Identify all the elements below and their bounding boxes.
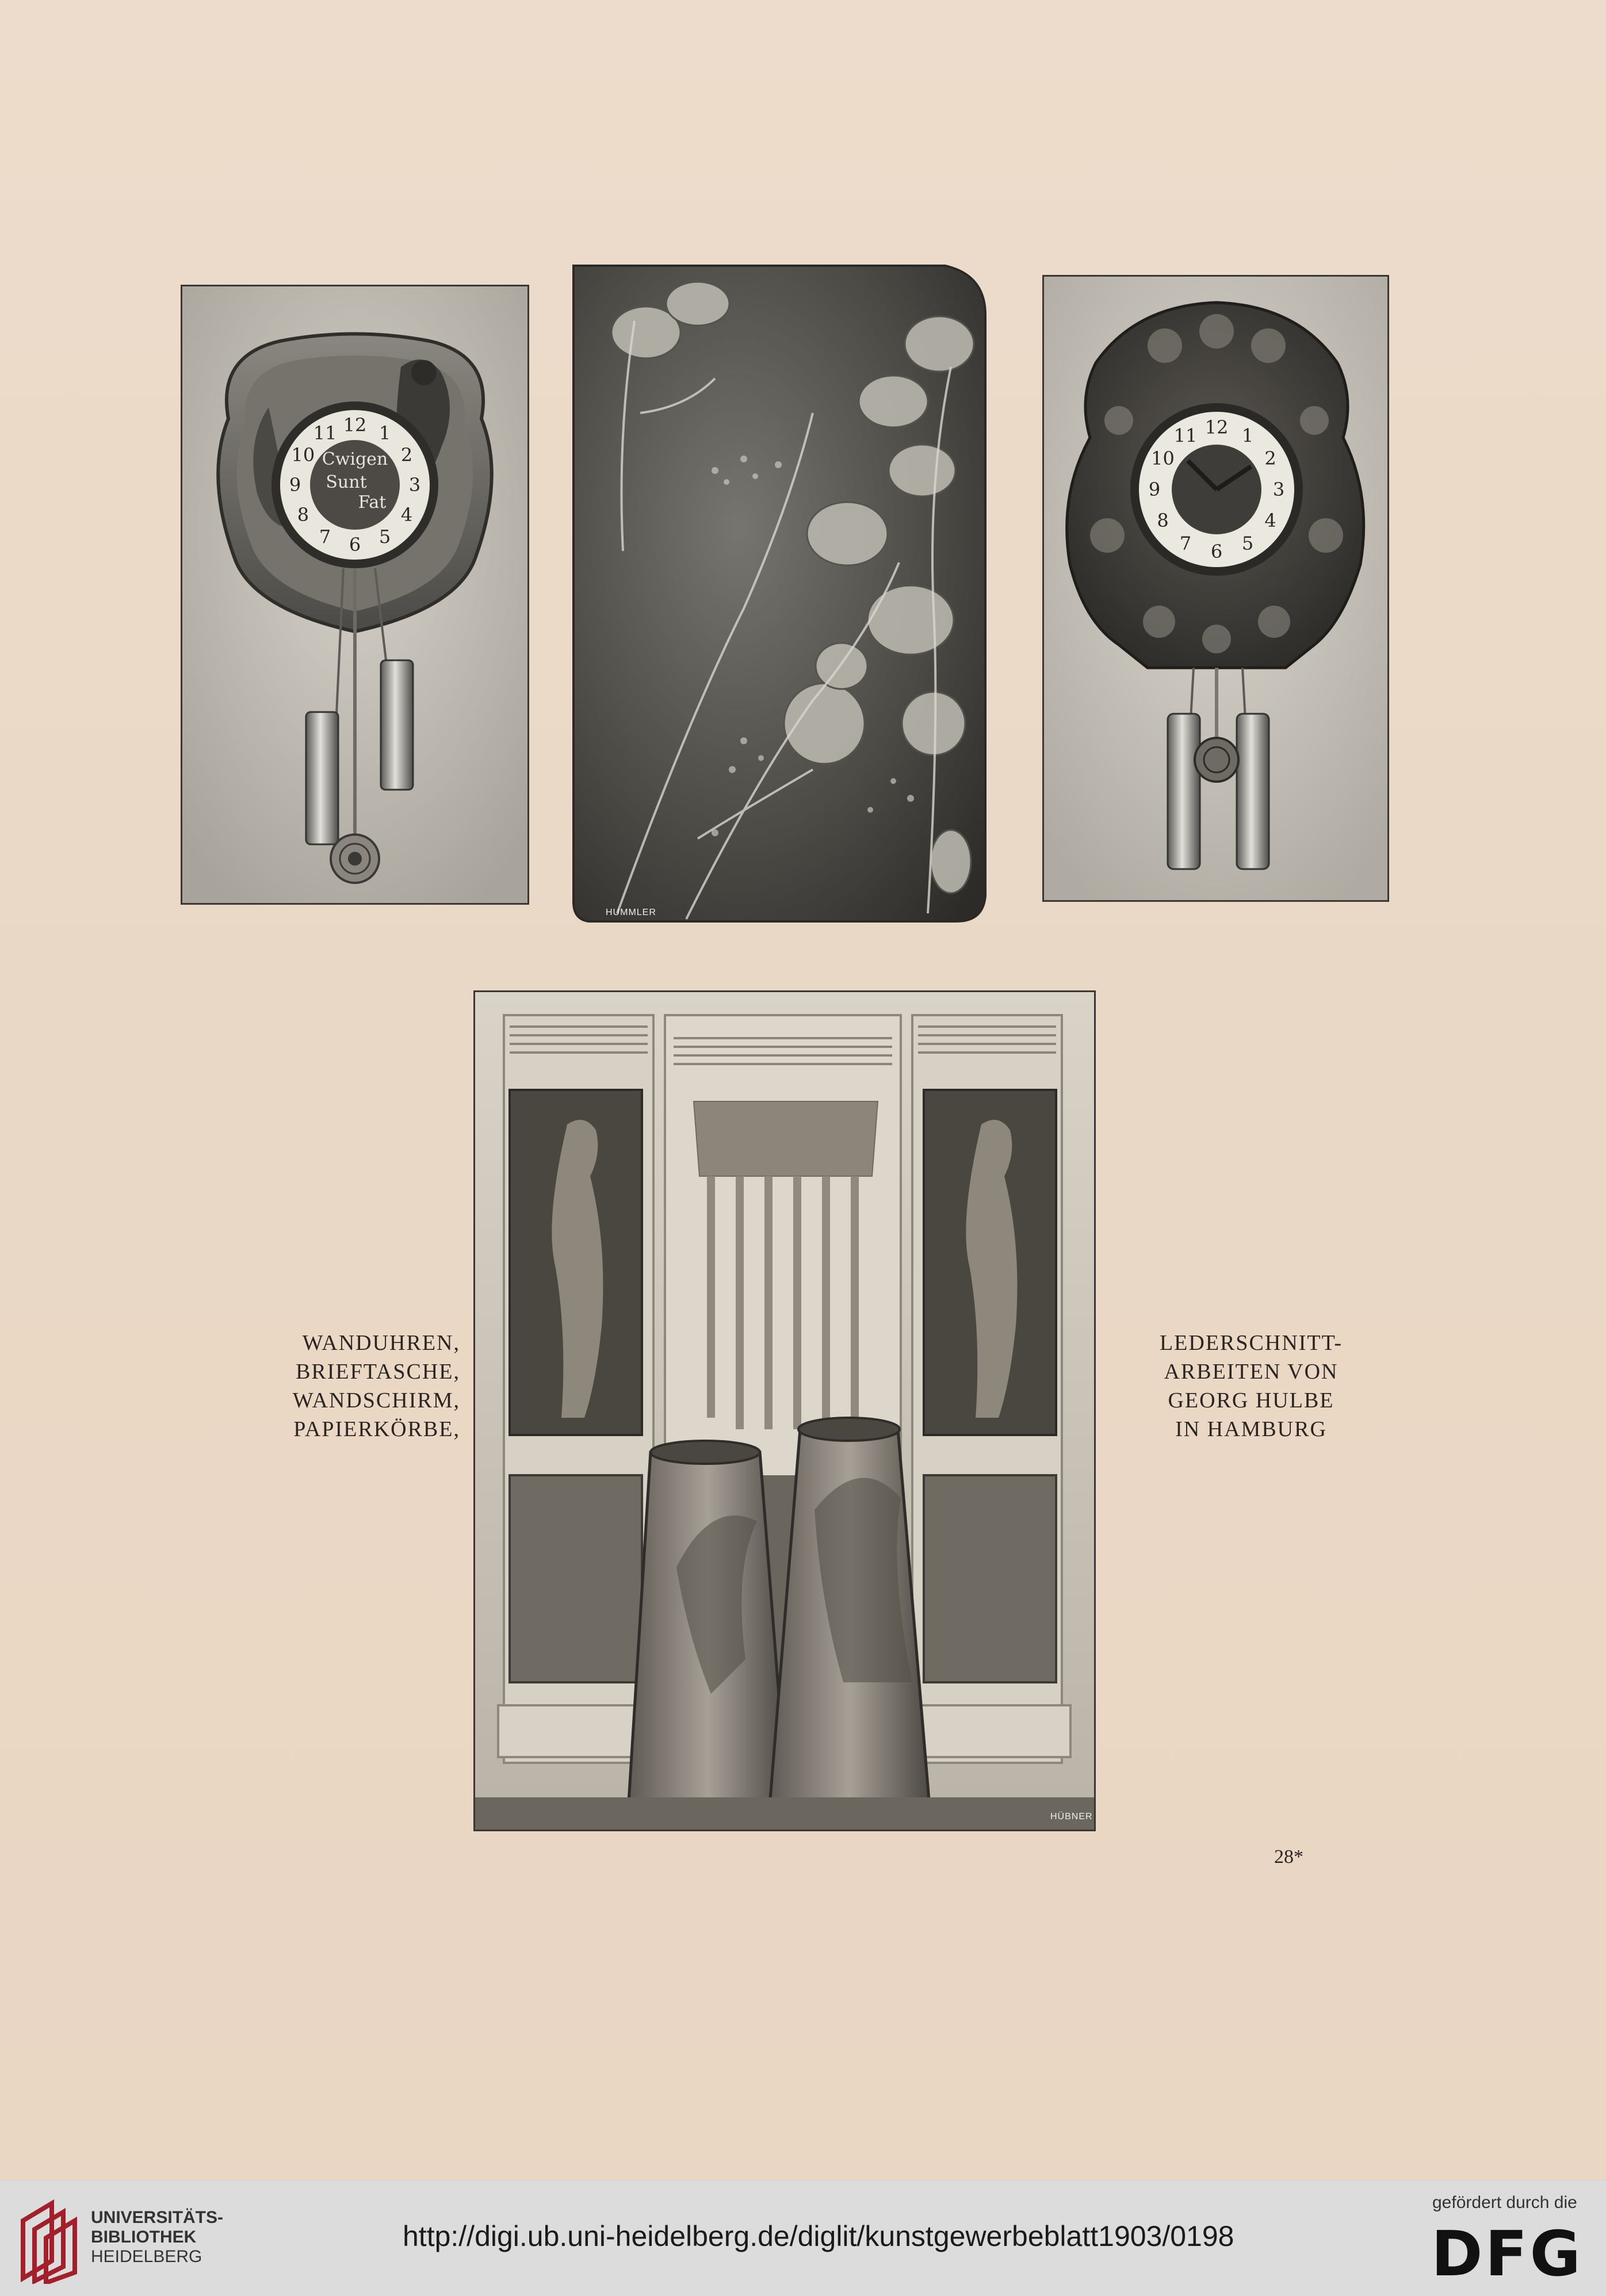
clock-left-numeral-7: 7 bbox=[319, 526, 331, 548]
library-line-2: BIBLIOTHEK bbox=[91, 2228, 197, 2247]
clock-left-numeral-10: 10 bbox=[291, 444, 315, 466]
wallet-illustration bbox=[571, 263, 988, 924]
caption-left bbox=[219, 1329, 460, 1444]
wallet-plate bbox=[571, 263, 988, 924]
clock-left-numeral-2: 2 bbox=[400, 444, 413, 466]
caption-right-line-4: IN HAMBURG bbox=[1175, 1417, 1327, 1441]
caption-right-line-2: ARBEITEN VON bbox=[1164, 1360, 1339, 1384]
clock-right-numeral-2: 2 bbox=[1264, 447, 1276, 469]
clock-right-numeral-10: 10 bbox=[1151, 447, 1175, 469]
clock-right-numeral-7: 7 bbox=[1179, 532, 1192, 554]
university-library-logo-icon[interactable] bbox=[17, 2198, 81, 2284]
permalink-url[interactable]: http://digi.ub.uni-heidelberg.de/diglit/kunstgewerbeblatt1903/0198 bbox=[403, 2220, 1234, 2252]
clock-left-numeral-12: 12 bbox=[343, 414, 367, 436]
dfg-logo[interactable]: DFG bbox=[1431, 2218, 1584, 2290]
clock-left-numeral-4: 4 bbox=[400, 504, 413, 526]
funding-label: gefördert durch die bbox=[1432, 2193, 1577, 2212]
university-library-name[interactable] bbox=[91, 2208, 223, 2267]
clock-left-numeral-5: 5 bbox=[378, 526, 391, 548]
clock-right-numeral-1: 1 bbox=[1241, 424, 1254, 447]
caption-left-line-2: BRIEFTASCHE, bbox=[296, 1360, 460, 1384]
caption-right-line-3: GEORG HULBE bbox=[1168, 1388, 1334, 1413]
clock-right-numeral-8: 8 bbox=[1157, 510, 1169, 531]
library-line-1: UNIVERSITÄTS- bbox=[91, 2208, 224, 2227]
clock-left-numeral-9: 9 bbox=[289, 474, 301, 496]
dial-inscription-1: Cwigen bbox=[322, 449, 388, 469]
clock-left-numeral-6: 6 bbox=[349, 534, 361, 556]
clock-right-numeral-3: 3 bbox=[1272, 479, 1285, 500]
clock-left-numeral-8: 8 bbox=[297, 504, 309, 526]
caption-left-line-1: WANDUHREN, bbox=[302, 1331, 460, 1355]
dial-inscription-3: Fat bbox=[358, 492, 387, 512]
wall-clock-relief-plate bbox=[1042, 275, 1389, 902]
clock-right-numeral-6: 6 bbox=[1210, 541, 1223, 562]
wall-clock-rooster-plate bbox=[181, 285, 529, 905]
folding-screen-plate bbox=[473, 990, 1096, 1831]
clock-right-numeral-5: 5 bbox=[1241, 532, 1254, 554]
caption-left-line-3: WANDSCHIRM, bbox=[292, 1388, 460, 1413]
library-line-3: HEIDELBERG bbox=[91, 2247, 202, 2266]
footer-bar bbox=[0, 2180, 1606, 2296]
clock-left-numeral-3: 3 bbox=[408, 474, 421, 496]
clock-right-numeral-4: 4 bbox=[1264, 510, 1276, 531]
folding-screen-illustration bbox=[475, 992, 1094, 1830]
wallet-signature: HUMMLER bbox=[606, 908, 656, 917]
clock-right-numeral-11: 11 bbox=[1173, 424, 1198, 447]
wall-clock-relief-illustration bbox=[1044, 277, 1387, 900]
clock-left-numeral-1: 1 bbox=[378, 422, 391, 444]
clock-left-numeral-11: 11 bbox=[313, 422, 337, 444]
screen-signature: HÜBNER bbox=[1050, 1812, 1093, 1822]
clock-right-numeral-12: 12 bbox=[1204, 416, 1229, 438]
page-number: 28* bbox=[1274, 1846, 1303, 1868]
clock-right-numeral-9: 9 bbox=[1148, 479, 1161, 500]
dial-inscription-2: Sunt bbox=[326, 472, 367, 492]
caption-left-line-4: PAPIERKÖRBE, bbox=[293, 1417, 460, 1441]
caption-right bbox=[1113, 1329, 1389, 1444]
wall-clock-rooster-illustration bbox=[182, 286, 527, 903]
caption-right-line-1: LEDERSCHNITT- bbox=[1159, 1331, 1343, 1355]
